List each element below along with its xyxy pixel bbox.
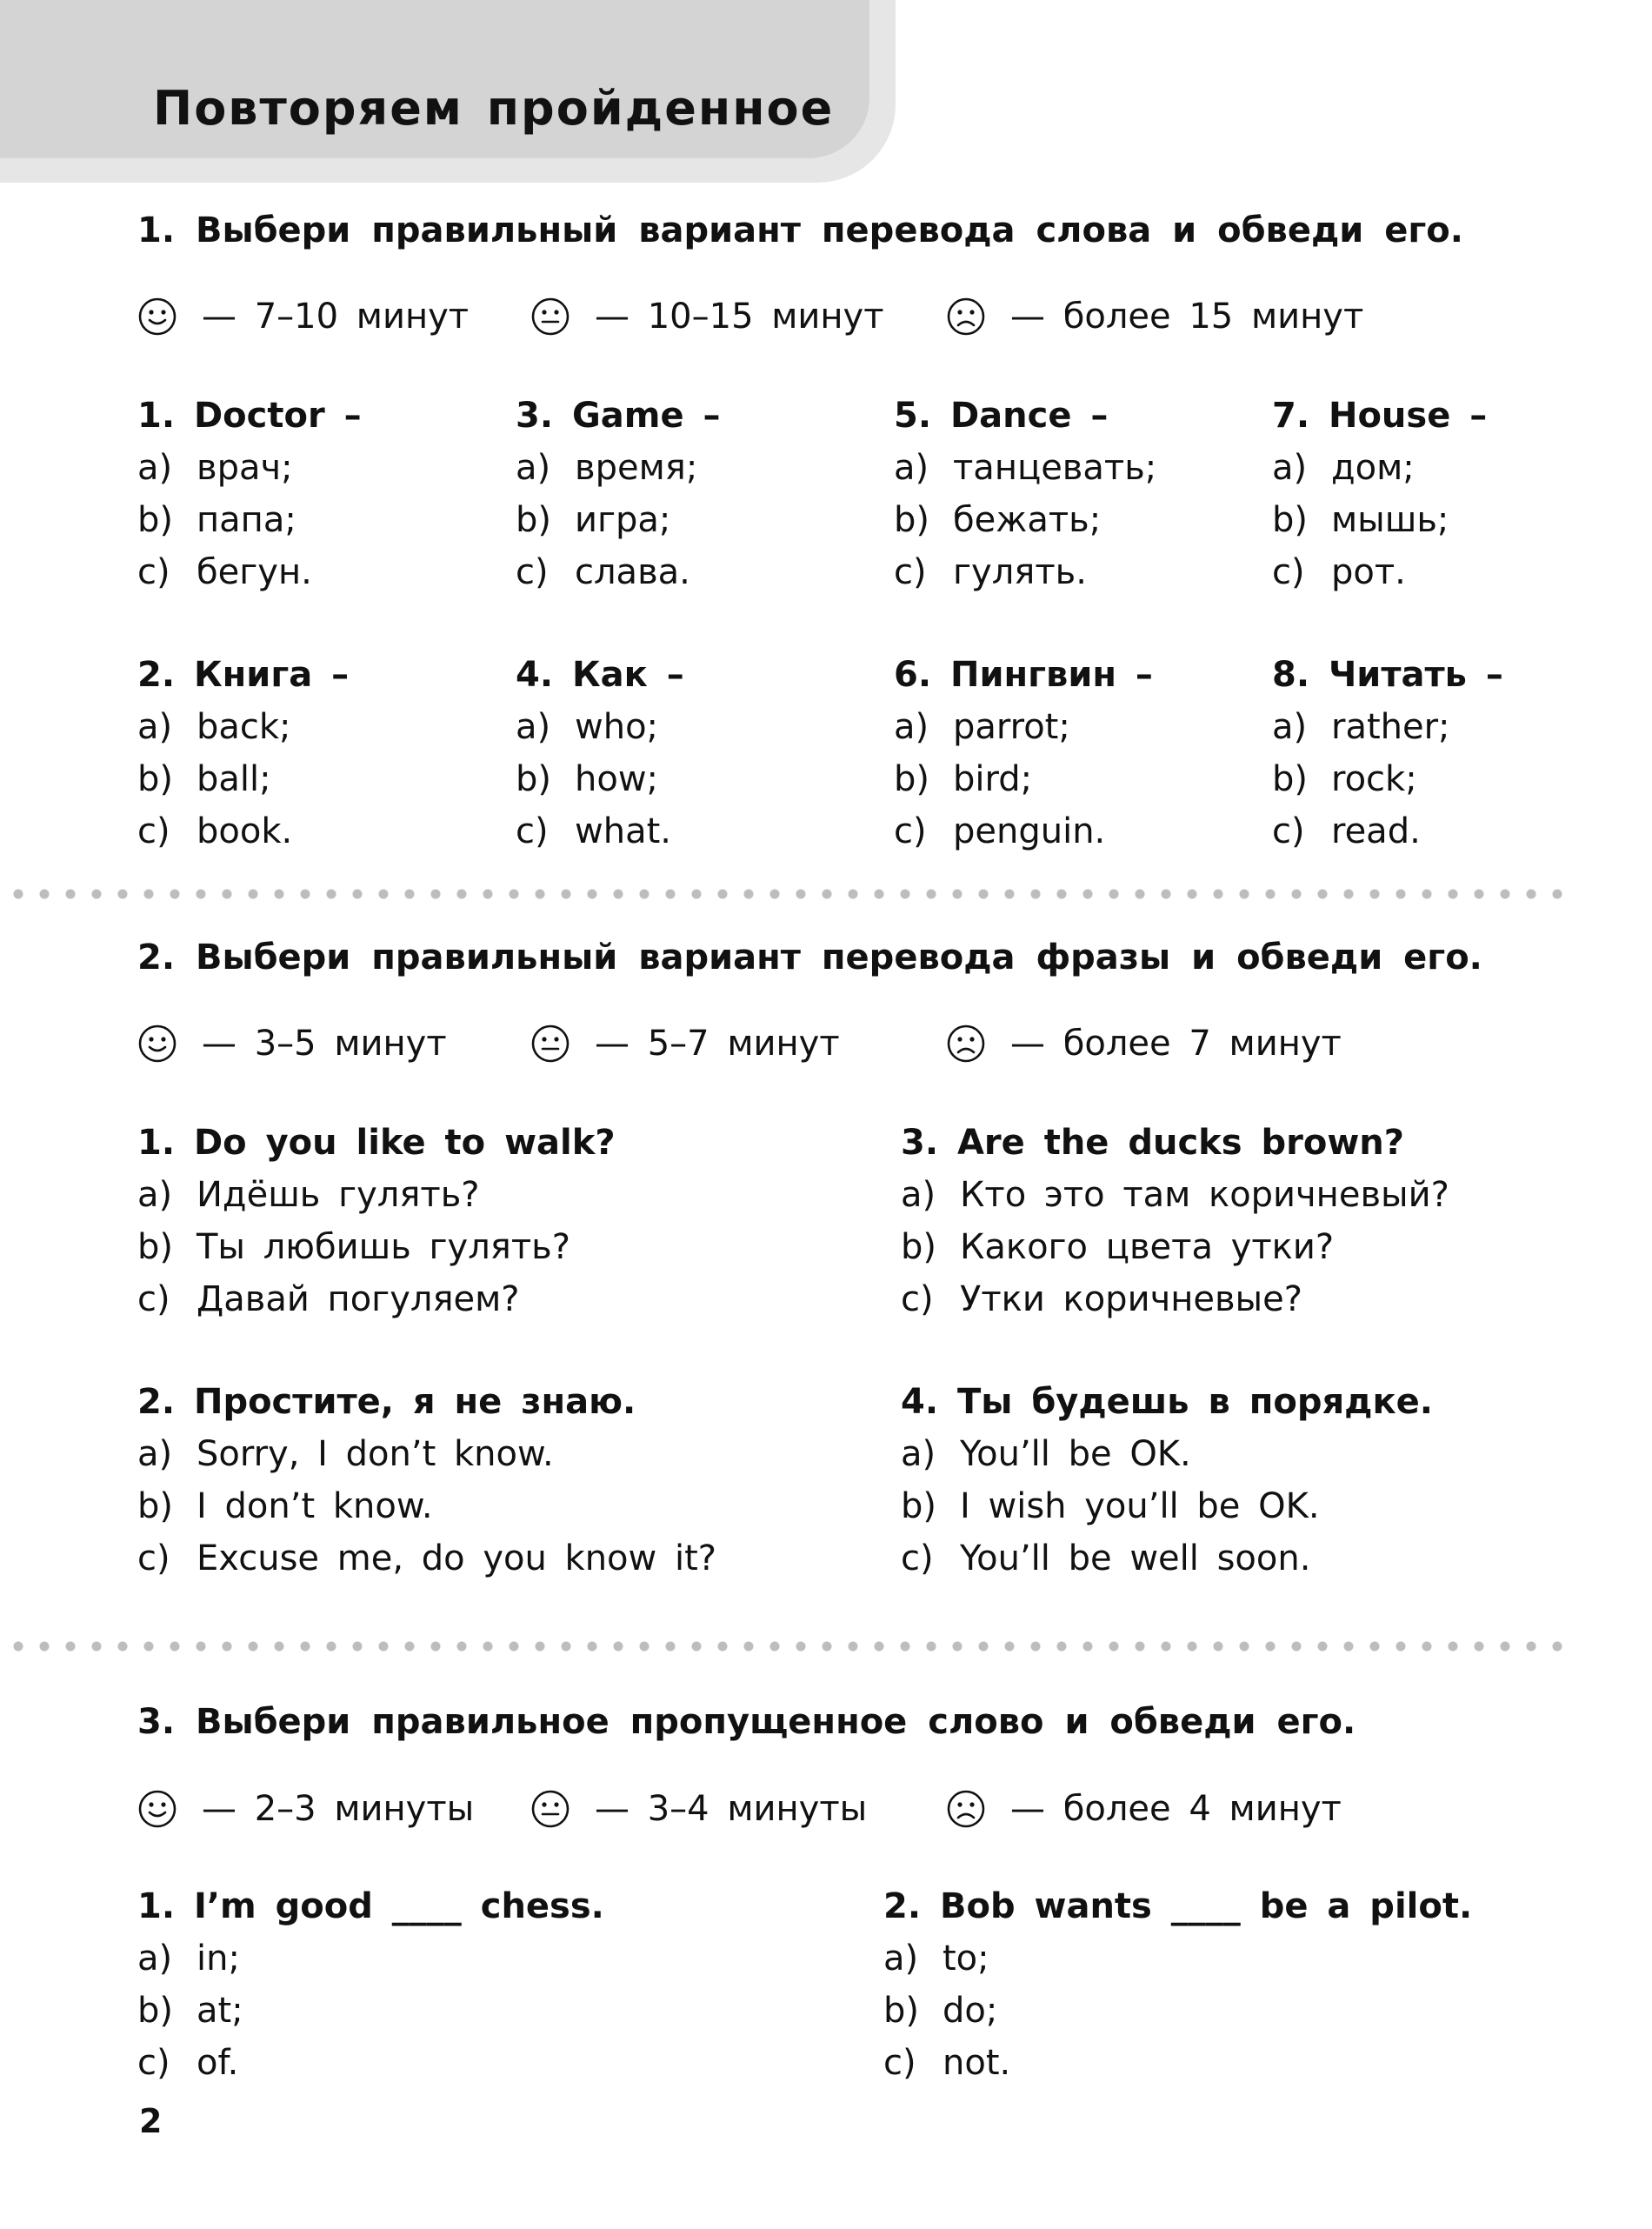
answer-option[interactable] (137, 1169, 616, 1221)
task-1-question-8 (1272, 649, 1503, 858)
question-phrase: Простите, я не знаю. (193, 1382, 636, 1422)
timing-slow-text: — более 15 минут (1010, 297, 1364, 337)
task-2-question-2 (137, 1376, 716, 1585)
question-prompt (894, 390, 1156, 442)
option-text: penguin. (953, 811, 1106, 851)
option-letter: b) (516, 759, 551, 799)
task-1-question-3 (516, 390, 721, 598)
happy-face-icon (137, 297, 177, 337)
question-prompt (901, 1117, 1449, 1169)
option-text: папа; (197, 500, 296, 540)
question-word: Читать – (1328, 655, 1503, 695)
option-text: Давай погуляем? (197, 1279, 520, 1319)
option-text: do; (943, 1991, 998, 2031)
question-prompt (1272, 649, 1503, 701)
sad-face-icon (946, 297, 986, 337)
answer-option[interactable] (894, 805, 1153, 858)
answer-option[interactable] (516, 546, 721, 598)
neutral-face-icon (530, 1024, 570, 1064)
answer-option[interactable] (1272, 442, 1487, 494)
question-phrase: Do you like to walk? (193, 1123, 616, 1163)
answer-option[interactable] (137, 494, 362, 546)
option-text: bird; (953, 759, 1033, 799)
answer-option[interactable] (901, 1221, 1449, 1273)
task-1-timing (137, 292, 1529, 341)
option-letter: c) (516, 811, 549, 851)
option-text: дом; (1331, 448, 1415, 488)
timing-fast-text: — 3–5 минут (202, 1024, 447, 1064)
option-text: Идёшь гулять? (197, 1175, 480, 1215)
option-letter: a) (1272, 707, 1308, 747)
option-letter: a) (883, 1939, 919, 1979)
answer-option[interactable] (883, 1932, 1472, 1985)
answer-option[interactable] (137, 1480, 716, 1532)
answer-option[interactable] (901, 1169, 1449, 1221)
timing-fast-text: — 7–10 минут (202, 297, 470, 337)
task-2-heading: 2. Выбери правильный вариант перевода фразы и обведи его. (137, 938, 1482, 978)
answer-option[interactable] (137, 805, 349, 858)
option-text: мышь; (1331, 500, 1449, 540)
option-text: гулять. (953, 552, 1087, 592)
question-number: 5. (894, 396, 932, 436)
option-letter: b) (137, 1227, 173, 1267)
timing-medium (530, 1785, 867, 1833)
question-number: 3. (516, 396, 554, 436)
timing-slow-text: — более 4 минут (1010, 1789, 1342, 1829)
option-letter: a) (516, 707, 551, 747)
answer-option[interactable] (516, 701, 684, 753)
option-letter: a) (137, 1434, 173, 1474)
option-text: время; (575, 448, 698, 488)
option-letter: c) (883, 2043, 916, 2083)
question-prompt (137, 390, 362, 442)
option-text: ball; (197, 759, 271, 799)
option-text: how; (575, 759, 659, 799)
option-text: at; (197, 1991, 243, 2031)
option-letter: c) (1272, 552, 1305, 592)
option-text: слава. (575, 552, 690, 592)
question-prompt (137, 1117, 616, 1169)
task-2-question-1 (137, 1117, 616, 1325)
timing-slow (946, 292, 1363, 341)
answer-option[interactable] (516, 805, 684, 858)
option-text: Excuse me, do you know it? (197, 1538, 716, 1578)
answer-option[interactable] (894, 546, 1156, 598)
question-word: Doctor – (193, 396, 362, 436)
question-prompt (137, 1880, 604, 1932)
task-1-question-5 (894, 390, 1156, 598)
option-letter: b) (901, 1227, 936, 1267)
question-phrase: Ты будешь в порядке. (956, 1382, 1433, 1422)
timing-fast (137, 1019, 447, 1068)
option-letter: c) (901, 1538, 934, 1578)
task-1-question-6 (894, 649, 1153, 858)
option-text: Какого цвета утки? (960, 1227, 1335, 1267)
answer-option[interactable] (137, 1532, 716, 1585)
option-text: Утки коричневые? (960, 1279, 1302, 1319)
timing-medium (530, 292, 884, 341)
question-number: 2. (137, 655, 176, 695)
question-word: Книга – (193, 655, 350, 695)
timing-medium-text: — 3–4 минуты (595, 1789, 868, 1829)
option-text: You’ll be OK. (960, 1434, 1191, 1474)
question-sentence: Bob wants ____ be a pilot. (939, 1886, 1473, 1926)
option-letter: c) (137, 1279, 170, 1319)
timing-fast-text: — 2–3 минуты (202, 1789, 475, 1829)
answer-option[interactable] (137, 442, 362, 494)
task-2-question-3 (901, 1117, 1449, 1325)
option-letter: b) (516, 500, 551, 540)
option-letter: b) (137, 1486, 173, 1526)
option-text: back; (197, 707, 291, 747)
option-letter: a) (1272, 448, 1308, 488)
option-letter: a) (137, 1939, 173, 1979)
question-word: House – (1328, 396, 1488, 436)
answer-option[interactable] (883, 1985, 1472, 2037)
task-1-question-7 (1272, 390, 1487, 598)
task-3-timing (137, 1785, 1529, 1833)
option-text: танцевать; (953, 448, 1157, 488)
option-text: rather; (1331, 707, 1450, 747)
question-prompt (901, 1376, 1433, 1428)
question-phrase: Are the ducks brown? (956, 1123, 1404, 1163)
option-text: бежать; (953, 500, 1102, 540)
timing-medium-text: — 5–7 минут (595, 1024, 840, 1064)
option-text: I don’t know. (197, 1486, 433, 1526)
option-letter: c) (137, 811, 170, 851)
answer-option[interactable] (516, 494, 721, 546)
option-letter: c) (516, 552, 549, 592)
option-text: what. (575, 811, 671, 851)
option-letter: a) (137, 707, 173, 747)
option-letter: c) (894, 811, 927, 851)
answer-option[interactable] (1272, 805, 1503, 858)
task-2-timing (137, 1019, 1529, 1068)
task-2-question-4 (901, 1376, 1433, 1585)
task-1-question-1 (137, 390, 362, 598)
option-letter: b) (1272, 500, 1308, 540)
answer-option[interactable] (137, 1428, 716, 1480)
option-letter: b) (137, 1991, 173, 2031)
question-number: 1. (137, 1123, 176, 1163)
answer-option[interactable] (1272, 753, 1503, 805)
option-letter: b) (1272, 759, 1308, 799)
question-number: 1. (137, 1886, 176, 1926)
timing-slow-text: — более 7 минут (1010, 1024, 1342, 1064)
answer-option[interactable] (894, 701, 1153, 753)
option-letter: a) (901, 1175, 936, 1215)
question-word: Game – (571, 396, 721, 436)
question-number: 2. (137, 1382, 176, 1422)
question-prompt (883, 1880, 1472, 1932)
answer-option[interactable] (137, 1273, 616, 1325)
question-number: 4. (901, 1382, 939, 1422)
option-text: book. (197, 811, 293, 851)
option-text: parrot; (953, 707, 1070, 747)
answer-option[interactable] (137, 2037, 604, 2089)
option-letter: c) (137, 1538, 170, 1578)
option-letter: b) (894, 759, 929, 799)
option-letter: c) (901, 1279, 934, 1319)
option-letter: a) (516, 448, 551, 488)
question-prompt (894, 649, 1153, 701)
option-text: рот. (1331, 552, 1406, 592)
question-prompt (516, 649, 684, 701)
question-word: Dance – (949, 396, 1109, 436)
option-letter: a) (137, 448, 173, 488)
answer-option[interactable] (137, 1932, 604, 1985)
option-letter: b) (901, 1486, 936, 1526)
answer-option[interactable] (137, 546, 362, 598)
answer-option[interactable] (901, 1532, 1433, 1585)
question-number: 1. (137, 396, 176, 436)
question-number: 8. (1272, 655, 1310, 695)
option-text: You’ll be well soon. (960, 1538, 1311, 1578)
answer-option[interactable] (1272, 494, 1487, 546)
answer-option[interactable] (137, 701, 349, 753)
answer-option[interactable] (137, 753, 349, 805)
option-letter: c) (137, 552, 170, 592)
question-word: Пингвин – (949, 655, 1153, 695)
option-text: not. (943, 2043, 1011, 2083)
option-letter: a) (894, 707, 929, 747)
happy-face-icon (137, 1024, 177, 1064)
option-text: врач; (197, 448, 293, 488)
sad-face-icon (946, 1789, 986, 1829)
option-text: бегун. (197, 552, 312, 592)
option-letter: b) (883, 1991, 919, 2031)
task-1-heading: 1. Выбери правильный вариант перевода слова и обведи его. (137, 210, 1463, 250)
answer-option[interactable] (1272, 701, 1503, 753)
answer-option[interactable] (894, 442, 1156, 494)
answer-option[interactable] (901, 1428, 1433, 1480)
task-1-question-2 (137, 649, 349, 858)
option-letter: c) (1272, 811, 1305, 851)
question-number: 7. (1272, 396, 1310, 436)
question-prompt (137, 649, 349, 701)
question-prompt (1272, 390, 1487, 442)
question-number: 6. (894, 655, 932, 695)
sad-face-icon (946, 1024, 986, 1064)
page-number: 2 (139, 2102, 163, 2140)
option-text: in; (197, 1939, 240, 1979)
option-text: who; (575, 707, 659, 747)
option-text: rock; (1331, 759, 1417, 799)
answer-option[interactable] (901, 1273, 1449, 1325)
question-prompt (137, 1376, 716, 1428)
option-letter: b) (137, 759, 173, 799)
page-title: Повторяем пройденное (153, 81, 835, 136)
option-text: to; (943, 1939, 989, 1979)
option-letter: a) (137, 1175, 173, 1215)
answer-option[interactable] (516, 753, 684, 805)
answer-option[interactable] (894, 494, 1156, 546)
neutral-face-icon (530, 297, 570, 337)
option-text: Кто это там коричневый? (960, 1175, 1449, 1215)
option-text: игра; (575, 500, 671, 540)
answer-option[interactable] (137, 1221, 616, 1273)
task-1-question-4 (516, 649, 684, 858)
timing-slow (946, 1019, 1342, 1068)
option-letter: c) (894, 552, 927, 592)
answer-option[interactable] (516, 442, 721, 494)
option-text: Sorry, I don’t know. (197, 1434, 554, 1474)
option-text: Ты любишь гулять? (197, 1227, 570, 1267)
option-letter: a) (894, 448, 929, 488)
question-number: 4. (516, 655, 554, 695)
answer-option[interactable] (137, 1985, 604, 2037)
option-text: I wish you’ll be OK. (960, 1486, 1320, 1526)
timing-fast (137, 292, 469, 341)
option-letter: c) (137, 2043, 170, 2083)
timing-slow (946, 1785, 1342, 1833)
question-number: 3. (901, 1123, 939, 1163)
answer-option[interactable] (901, 1480, 1433, 1532)
task-3-heading: 3. Выбери правильное пропущенное слово и обведи его. (137, 1702, 1356, 1742)
option-letter: b) (894, 500, 929, 540)
dotted-divider (0, 889, 1565, 899)
task-3-question-1 (137, 1880, 604, 2089)
option-letter: b) (137, 500, 173, 540)
question-sentence: I’m good ____ chess. (193, 1886, 604, 1926)
answer-option[interactable] (1272, 546, 1487, 598)
timing-medium (530, 1019, 840, 1068)
neutral-face-icon (530, 1789, 570, 1829)
option-text: read. (1331, 811, 1421, 851)
question-number: 2. (883, 1886, 922, 1926)
answer-option[interactable] (894, 753, 1153, 805)
question-word: Как – (571, 655, 684, 695)
dotted-divider (0, 1641, 1565, 1652)
option-text: of. (197, 2043, 239, 2083)
happy-face-icon (137, 1789, 177, 1829)
question-prompt (516, 390, 721, 442)
option-letter: a) (901, 1434, 936, 1474)
answer-option[interactable] (883, 2037, 1472, 2089)
task-3-question-2 (883, 1880, 1472, 2089)
timing-fast (137, 1785, 474, 1833)
timing-medium-text: — 10–15 минут (595, 297, 884, 337)
